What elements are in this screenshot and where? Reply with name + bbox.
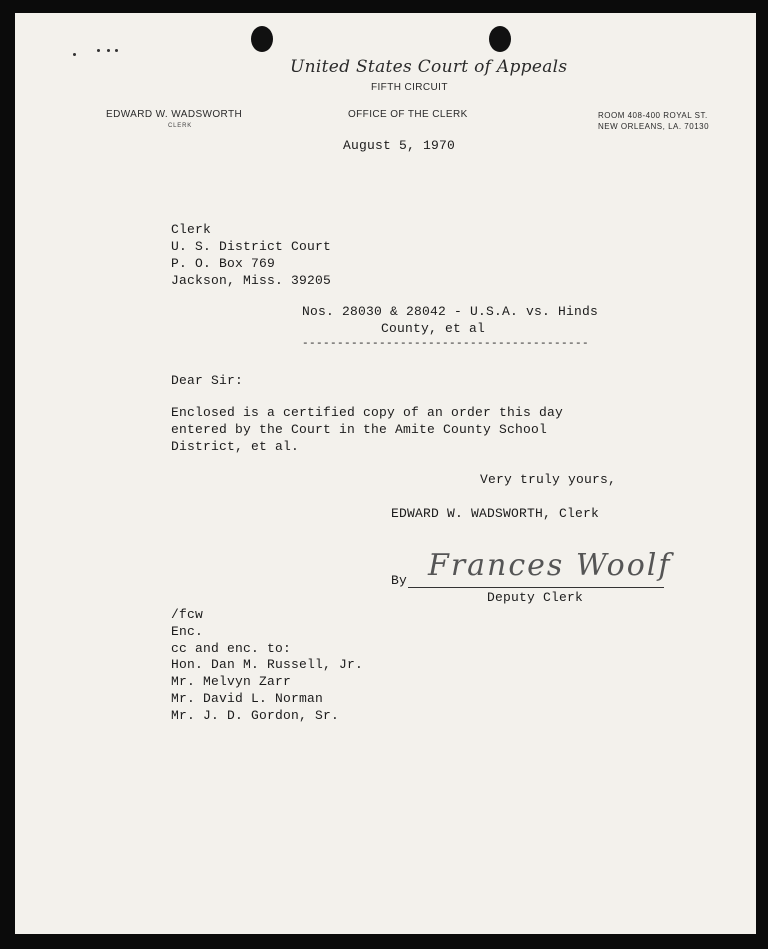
recipient-line-1: Clerk <box>171 222 212 237</box>
punch-hole <box>251 26 273 52</box>
body-line-2: entered by the Court in the Amite County School <box>171 422 548 437</box>
paper-speck <box>73 53 76 56</box>
by-label: By <box>391 573 408 588</box>
clerk-name-header: EDWARD W. WADSWORTH <box>106 109 243 120</box>
handwritten-signature: Frances Woolf <box>428 548 672 583</box>
recipient-line-2: U. S. District Court <box>171 239 332 254</box>
cc-item: Mr. Melvyn Zarr <box>171 674 292 689</box>
cc-heading: cc and enc. to: <box>171 641 292 656</box>
reference-line-2: County, et al <box>381 321 486 336</box>
cc-item: Mr. David L. Norman <box>171 691 324 706</box>
body-line-1: Enclosed is a certified copy of an order this day <box>171 405 564 420</box>
salutation: Dear Sir: <box>171 373 244 388</box>
address-line-2: NEW ORLEANS, LA. 70130 <box>598 122 710 131</box>
cc-item: Hon. Dan M. Russell, Jr. <box>171 657 364 672</box>
valediction: Very truly yours, <box>480 472 617 487</box>
enclosure-note: Enc. <box>171 624 204 639</box>
paper-speck <box>97 49 100 52</box>
paper-speck <box>115 49 118 52</box>
recipient-line-3: P. O. Box 769 <box>171 256 276 271</box>
cc-item: Mr. J. D. Gordon, Sr. <box>171 708 340 723</box>
signature-line <box>408 587 664 588</box>
body-line-3: District, et al. <box>171 439 300 454</box>
deputy-clerk-title: Deputy Clerk <box>487 590 584 605</box>
reference-rule: ----------------------------------------- <box>302 338 590 350</box>
recipient-line-4: Jackson, Miss. 39205 <box>171 273 332 288</box>
punch-hole <box>489 26 511 52</box>
address-line-1: ROOM 408-400 ROYAL ST. <box>598 111 708 120</box>
reference-line-1: Nos. 28030 & 28042 - U.S.A. vs. Hinds <box>302 304 599 319</box>
paper-speck <box>107 49 110 52</box>
letter-date: August 5, 1970 <box>343 138 456 153</box>
circuit-name: FIFTH CIRCUIT <box>371 82 448 93</box>
court-name: United States Court of Appeals <box>290 57 568 77</box>
clerk-title-header: CLERK <box>168 123 193 129</box>
signer-name: EDWARD W. WADSWORTH, Clerk <box>391 506 600 521</box>
office-of-clerk: OFFICE OF THE CLERK <box>348 109 468 120</box>
typist-initials: /fcw <box>171 607 204 622</box>
